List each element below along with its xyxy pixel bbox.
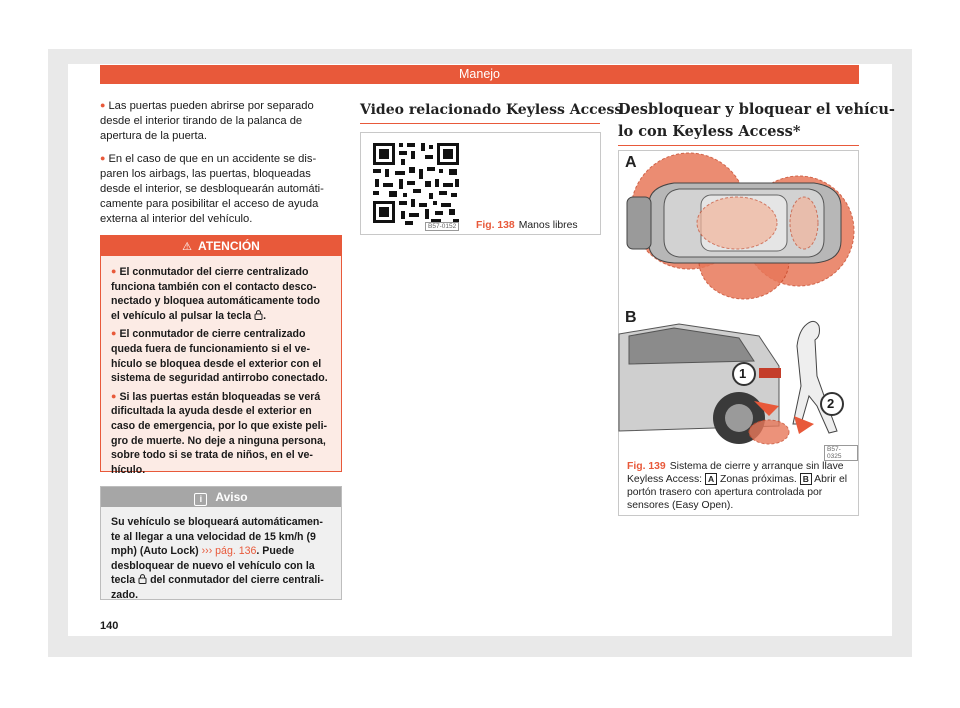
warning-box — [100, 235, 342, 476]
bullet-paragraph — [100, 98, 342, 145]
bullet-icon: ● — [111, 390, 117, 401]
caption-text: Sistema de cierre y arranque sin llave Keyless Access: — [627, 461, 844, 485]
bullet-text: Las puertas pueden abrirse por separado desde el interior tirando de la palanca de apertura de la puerta. — [100, 100, 314, 143]
note-body — [101, 507, 341, 611]
page-number: 140 — [100, 620, 119, 632]
caption-text: Zonas próximas. — [720, 474, 797, 485]
bullet-text: En el caso de que en un accidente se dis- paren los airbags, las puertas, bloqueadas desde el interior, se desbloquearán automáti- camente para posibilitar el acceso de ayuda externa al interior del vehículo. — [100, 152, 324, 226]
key-b-badge: B — [800, 473, 812, 485]
figure-caption-text: Manos libres — [518, 220, 578, 231]
title-line: Desbloquear y bloquear el vehícu- — [618, 101, 895, 118]
warning-item: ● El conmutador del cierre centralizado funciona también con el contacto desco- nectado y bloquea automáticamente todo el vehículo al pulsar la tecla . — [111, 266, 320, 322]
warning-triangle-icon: ⚠ — [182, 241, 193, 253]
bullet-icon: ● — [100, 100, 106, 110]
note-text: del conmutador del cierre centrali- zado. — [111, 574, 324, 601]
figure-caption — [627, 460, 851, 512]
keyless-figure — [618, 150, 859, 516]
figure-label: Fig. 139 — [627, 461, 666, 472]
video-section-title: Video relacionado Keyless Access — [360, 102, 623, 118]
panel-a-label: A — [625, 154, 637, 171]
note-text: . Puede desbloquear de nuevo el vehículo con la tecla — [111, 545, 315, 587]
page-reference-link[interactable]: ››› pág. 136 — [201, 545, 257, 558]
note-title: Aviso — [215, 490, 248, 504]
callout-marker-2: 2 — [827, 396, 835, 411]
bullet-paragraph — [100, 151, 342, 228]
car-rear-illustration — [619, 306, 858, 456]
warning-item — [111, 326, 331, 385]
note-box — [100, 486, 342, 600]
left-column — [100, 98, 342, 234]
warning-item — [111, 389, 331, 478]
panel-b-label: B — [625, 309, 637, 326]
bullet-icon: ● — [111, 266, 117, 276]
bullet-icon: ● — [100, 152, 106, 163]
title-underline — [360, 123, 600, 124]
keyless-section-title — [618, 99, 895, 143]
note-header — [101, 487, 341, 507]
video-figure — [360, 132, 601, 235]
title-line: lo con Keyless Access* — [618, 123, 801, 140]
warning-body — [101, 256, 341, 477]
caption-text: Abrir el portón trasero con apertura controlada por sensores (Easy Open). — [627, 474, 848, 511]
warning-title: ATENCIÓN — [198, 239, 260, 253]
warning-item-text: El conmutador de cierre centralizado queda fuera de funcionamiento si el ve- hículo se bloquea desde el exterior con el sistema de seguridad antirrobo conectado. — [111, 328, 328, 385]
warning-item-text: El conmutador del cierre centralizado funciona también con el contacto desco- nectado y bloquea automáticamente todo el vehículo al pulsar la tecla — [111, 266, 320, 322]
warning-header — [101, 236, 341, 256]
note-text: Su vehículo se bloqueará automáticamen- te al llegar a una velocidad de 15 km/h (9 mph) (Auto Lock) — [111, 516, 323, 558]
car-top-view-illustration — [619, 151, 858, 301]
figure-caption — [476, 219, 578, 232]
key-a-badge: A — [705, 473, 717, 485]
lock-icon — [254, 310, 263, 320]
qr-code-icon[interactable] — [369, 139, 463, 227]
image-code: B57-0152 — [425, 222, 459, 231]
image-code: B57-0325 — [824, 445, 858, 461]
callout-marker-1: 1 — [739, 366, 747, 381]
section-header: Manejo — [100, 65, 859, 84]
panel-b-rear-view — [619, 306, 858, 460]
figure-label: Fig. 138 — [476, 220, 515, 231]
bullet-icon: ● — [111, 328, 117, 339]
lock-icon — [138, 574, 147, 584]
panel-a-top-view — [619, 151, 858, 301]
warning-item-text: Si las puertas están bloqueadas se verá dificultada la ayuda desde el exterior en caso de emergencia, por lo que existe peli- gro de muerte. No deje a ninguna persona, sobre todo si se trata de niños, en el ve- hículo. — [111, 390, 328, 476]
info-icon: i — [194, 493, 207, 506]
title-underline — [618, 145, 859, 146]
